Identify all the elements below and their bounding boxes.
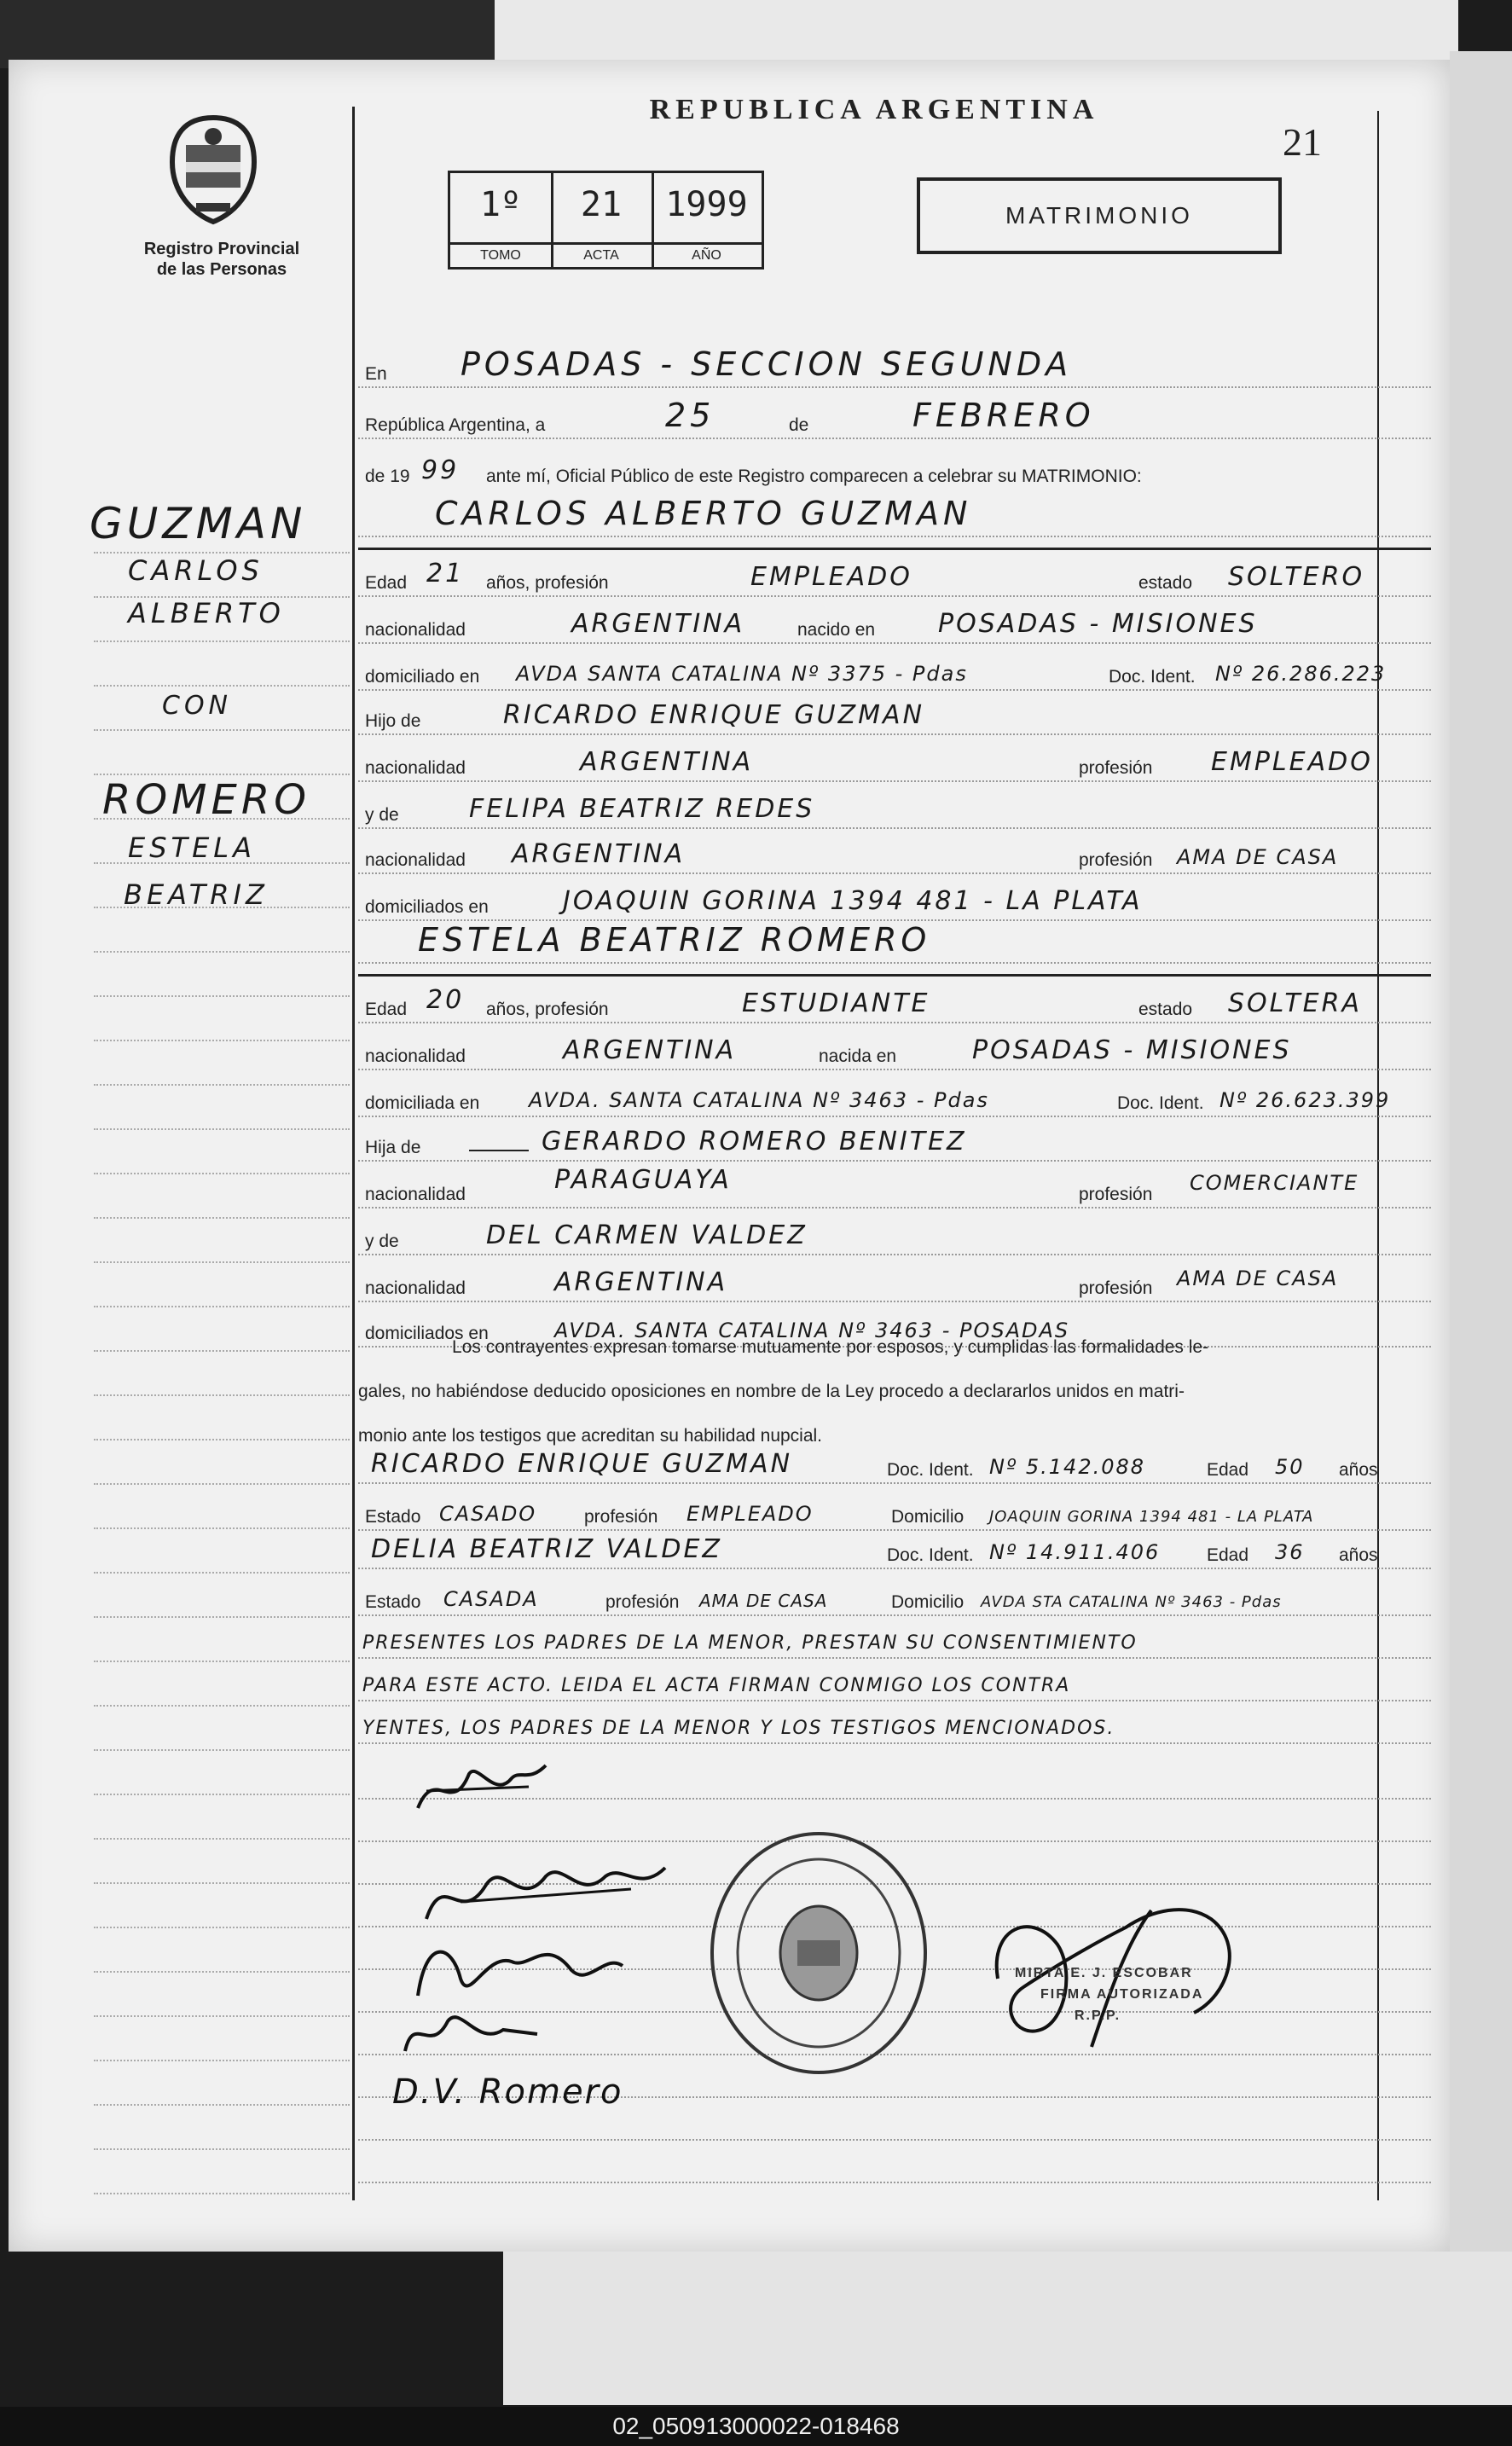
year-suffix-value: 99 xyxy=(421,455,460,485)
profesion-label: profesión xyxy=(1079,758,1153,778)
year-prefix: de 19 xyxy=(365,467,410,486)
witness1-address: JOAQUIN GORINA 1394 481 - LA PLATA xyxy=(989,1508,1314,1526)
row-groom-mother xyxy=(358,786,1431,834)
background-sheet-bottom xyxy=(503,2252,1512,2405)
nacionalidad-label: nacionalidad xyxy=(365,1185,466,1204)
registry-label xyxy=(94,239,350,280)
anio-cell xyxy=(652,173,762,267)
nacionalidad-label: nacionalidad xyxy=(365,1046,466,1066)
bride-birthplace: POSADAS - MISIONES xyxy=(972,1035,1292,1065)
margin-ruled-line xyxy=(94,1171,350,1174)
profesion-label: profesión xyxy=(605,1592,680,1612)
margin-ruled-line xyxy=(94,1481,350,1485)
margin-groom-surname: GUZMAN xyxy=(90,499,307,548)
margin-ruled-line xyxy=(94,1260,350,1263)
tomo-label: TOMO xyxy=(450,242,551,267)
groom-father: RICARDO ENRIQUE GUZMAN xyxy=(503,700,925,730)
bride-profession: ESTUDIANTE xyxy=(742,988,930,1018)
row-groom-father-nat xyxy=(358,739,1431,787)
margin-ruled-line xyxy=(94,1304,350,1307)
estado-label: estado xyxy=(1138,1000,1193,1019)
anos-label: años xyxy=(1339,1545,1378,1565)
profesion-label: profesión xyxy=(1079,1278,1153,1298)
row-groom-age xyxy=(358,554,1431,602)
groom-parents-address: JOAQUIN GORINA 1394 481 - LA PLATA xyxy=(563,886,1143,916)
groom-mother-profession: AMA DE CASA xyxy=(1177,845,1339,869)
bride-full-name: ESTELA BEATRIZ ROMERO xyxy=(418,921,931,959)
margin-ruled-line xyxy=(94,2147,350,2150)
bride-father: GERARDO ROMERO BENITEZ xyxy=(542,1127,967,1156)
witness2-doc: Nº 14.911.406 xyxy=(989,1540,1161,1564)
margin-ruled-line xyxy=(94,994,350,997)
estado-label: Estado xyxy=(365,1592,421,1612)
nacida-label: nacida en xyxy=(819,1046,897,1066)
groom-mother: FELIPA BEATRIZ REDES xyxy=(469,794,815,824)
margin-con: CON xyxy=(162,691,233,721)
witness1-age: 50 xyxy=(1275,1455,1305,1479)
month-value: FEBRERO xyxy=(912,397,1095,434)
declaration-line-1: Los contrayentes expresan tomarse mutuamente por esposos, y cumplidas las formalidades le- xyxy=(452,1337,1209,1357)
bride-civil-status: SOLTERA xyxy=(1228,988,1362,1018)
section-divider xyxy=(358,974,1431,977)
bride-mother-nationality: ARGENTINA xyxy=(554,1267,728,1297)
hija-label: Hija de xyxy=(365,1138,421,1157)
margin-groom-name2: ALBERTO xyxy=(128,597,285,629)
bride-address: AVDA. SANTA CATALINA Nº 3463 - Pdas xyxy=(529,1088,989,1112)
groom-doc: Nº 26.286.223 xyxy=(1215,662,1387,686)
signature-1 xyxy=(401,1757,554,1825)
margin-ruled-line xyxy=(94,727,350,731)
profesion-label: profesión xyxy=(1079,1185,1153,1204)
row-bride-nationality xyxy=(358,1028,1431,1075)
nacido-label: nacido en xyxy=(797,620,876,640)
margin-ruled-line xyxy=(94,1748,350,1751)
edad-label: Edad xyxy=(365,1000,408,1019)
de-label: de xyxy=(789,415,809,435)
act-id-box xyxy=(448,171,764,270)
margin-ruled-line xyxy=(94,1570,350,1574)
edad-label: Edad xyxy=(1207,1545,1249,1565)
bride-mother-profession: AMA DE CASA xyxy=(1177,1266,1339,1290)
country-title: REPUBLICA ARGENTINA xyxy=(649,94,1099,125)
acta-cell xyxy=(551,173,654,267)
declaration-line-2: gales, no habiéndose deducido oposiciones en nombre de la Ley procedo a declararlos unidos en matri- xyxy=(358,1382,1185,1401)
background-sheet-right xyxy=(1450,51,1512,2303)
row-witness2-details xyxy=(358,1574,1431,1621)
domiciliados-label: domiciliados en xyxy=(365,897,489,917)
edad-label: Edad xyxy=(365,573,408,593)
margin-ruled-line xyxy=(94,1393,350,1396)
groom-age: 21 xyxy=(426,559,465,588)
groom-father-nationality: ARGENTINA xyxy=(580,747,754,777)
margin-divider-line xyxy=(352,107,355,2200)
hijo-label: Hijo de xyxy=(365,711,421,731)
notes-line-2: PARA ESTE ACTO. LEIDA EL ACTA FIRMAN CONMIGO LOS CONTRA xyxy=(362,1675,1071,1696)
margin-ruled-line xyxy=(94,1038,350,1041)
row-notes-2 xyxy=(358,1659,1431,1707)
margin-ruled-line xyxy=(94,1792,350,1795)
doc-ident-label: Doc. Ident. xyxy=(887,1545,974,1565)
margin-ruled-line xyxy=(94,949,350,953)
witness2-name: DELIA BEATRIZ VALDEZ xyxy=(371,1534,722,1564)
row-groom-father xyxy=(358,693,1431,740)
witness2-age: 36 xyxy=(1275,1540,1305,1564)
profesion-label: profesión xyxy=(584,1507,658,1527)
nacionalidad-label: nacionalidad xyxy=(365,758,466,778)
witness1-profession: EMPLEADO xyxy=(686,1502,814,1526)
section-divider xyxy=(358,548,1431,550)
edad-label: Edad xyxy=(1207,1460,1249,1480)
row-witness2-name xyxy=(358,1527,1431,1574)
domiciliado-label: domiciliado en xyxy=(365,667,480,687)
tomo-value: 1º xyxy=(479,185,522,224)
groom-father-profession: EMPLEADO xyxy=(1211,747,1373,777)
margin-ruled-line xyxy=(94,2191,350,2194)
groom-nationality: ARGENTINA xyxy=(571,609,745,639)
row-bride-age xyxy=(358,981,1431,1029)
anio-value: 1999 xyxy=(665,185,748,224)
day-value: 25 xyxy=(665,397,715,434)
registry-label-line2: de las Personas xyxy=(156,260,287,279)
margin-ruled-line xyxy=(94,1659,350,1662)
nacionalidad-label: nacionalidad xyxy=(365,620,466,640)
row-bride-father xyxy=(358,1119,1431,1167)
nacionalidad-label: nacionalidad xyxy=(365,850,466,870)
page-number: 21 xyxy=(1283,120,1322,164)
margin-ruled-line xyxy=(94,1348,350,1352)
row-bride-mother-nat xyxy=(358,1260,1431,1307)
margin-bride-name2: BEATRIZ xyxy=(124,878,269,911)
notes-line-3: YENTES, LOS PADRES DE LA MENOR Y LOS TESTIGOS MENCIONADOS. xyxy=(362,1718,1115,1739)
place-value: POSADAS - SECCION SEGUNDA xyxy=(461,345,1073,383)
margin-ruled-line xyxy=(94,772,350,775)
nacionalidad-label: nacionalidad xyxy=(365,1278,466,1298)
row-bride-father-nat xyxy=(358,1166,1431,1214)
margin-ruled-line xyxy=(94,1881,350,1884)
signature-line xyxy=(358,2141,1431,2188)
margin-ruled-line xyxy=(94,2014,350,2017)
groom-address: AVDA SANTA CATALINA Nº 3375 - Pdas xyxy=(516,662,968,686)
statement-text: ante mí, Oficial Público de este Registro comparecen a celebrar su MATRIMONIO: xyxy=(486,467,1142,486)
domicilio-label: Domicilio xyxy=(891,1507,965,1527)
republic-label: República Argentina, a xyxy=(365,415,546,435)
groom-birthplace: POSADAS - MISIONES xyxy=(938,609,1258,639)
margin-groom-name1: CARLOS xyxy=(128,554,264,587)
margin-ruled-line xyxy=(94,1703,350,1707)
domiciliada-label: domiciliada en xyxy=(365,1093,480,1113)
groom-full-name: CARLOS ALBERTO GUZMAN xyxy=(435,495,972,532)
row-place xyxy=(358,345,1431,393)
domicilio-label: Domicilio xyxy=(891,1592,965,1612)
y-de-label: y de xyxy=(365,805,399,825)
row-date xyxy=(358,397,1431,444)
row-groom-name xyxy=(358,495,1431,542)
row-statement xyxy=(358,448,1431,496)
bride-nationality: ARGENTINA xyxy=(563,1035,737,1065)
margin-ruled-line xyxy=(94,683,350,687)
margin-ruled-line xyxy=(94,905,350,908)
witness2-status: CASADA xyxy=(443,1587,539,1611)
groom-mother-nationality: ARGENTINA xyxy=(512,839,686,869)
groom-profession: EMPLEADO xyxy=(750,562,912,592)
declaration-line-3: monio ante los testigos que acreditan su habilidad nupcial. xyxy=(358,1426,823,1446)
act-type-box: MATRIMONIO xyxy=(917,177,1282,254)
margin-ruled-line xyxy=(94,1925,350,1928)
en-label: En xyxy=(365,364,387,384)
coat-of-arms-emblem xyxy=(162,111,264,230)
margin-ruled-line xyxy=(94,550,350,554)
margin-ruled-line xyxy=(94,2102,350,2106)
margin-bride-surname: ROMERO xyxy=(102,776,311,824)
margin-ruled-line xyxy=(94,816,350,820)
margin-bride-name1: ESTELA xyxy=(128,832,257,864)
row-bride-name xyxy=(358,921,1431,969)
bride-father-nationality: PARAGUAYA xyxy=(554,1165,732,1195)
anio-label: AÑO xyxy=(652,242,762,267)
profesion-label: profesión xyxy=(1079,850,1153,870)
signature-4 xyxy=(392,2004,546,2064)
bride-parents-address: AVDA. SANTA CATALINA Nº 3463 - POSADAS xyxy=(554,1319,1070,1342)
anos-label: años xyxy=(1339,1460,1378,1480)
anos-profesion-label: años, profesión xyxy=(486,1000,609,1019)
acta-label: ACTA xyxy=(551,242,652,267)
row-notes-1 xyxy=(358,1616,1431,1664)
stamp-office: R.P.P. xyxy=(1075,2008,1121,2023)
estado-label: estado xyxy=(1138,573,1193,593)
bride-doc: Nº 26.623.399 xyxy=(1219,1088,1391,1112)
registry-label-line1: Registro Provincial xyxy=(143,240,300,258)
background-sheet-top xyxy=(495,0,1458,68)
signature-5: D.V. Romero xyxy=(392,2072,623,2112)
bride-father-profession: COMERCIANTE xyxy=(1190,1171,1359,1195)
witness1-status: CASADO xyxy=(439,1502,537,1526)
margin-ruled-line xyxy=(94,594,350,598)
row-groom-mother-nat xyxy=(358,832,1431,879)
domiciliados-label: domiciliados en xyxy=(365,1324,489,1343)
y-de-label: y de xyxy=(365,1232,399,1251)
row-witness1-name xyxy=(358,1441,1431,1489)
row-bride-address xyxy=(358,1075,1431,1122)
margin-ruled-line xyxy=(94,1526,350,1529)
background-dark-top xyxy=(0,0,495,68)
notes-line-1: PRESENTES LOS PADRES DE LA MENOR, PRESTAN SU CONSENTIMIENTO xyxy=(362,1632,1138,1654)
estado-label: Estado xyxy=(365,1507,421,1527)
margin-ruled-line xyxy=(94,861,350,864)
stamp-title: FIRMA AUTORIZADA xyxy=(1040,1987,1204,2002)
margin-ruled-line xyxy=(94,2058,350,2061)
acta-value: 21 xyxy=(580,185,623,224)
witness2-profession: AMA DE CASA xyxy=(699,1591,828,1611)
bride-mother: DEL CARMEN VALDEZ xyxy=(486,1220,808,1250)
doc-ident-label: Doc. Ident. xyxy=(1117,1093,1204,1113)
margin-ruled-line xyxy=(94,1082,350,1086)
witness1-name: RICARDO ENRIQUE GUZMAN xyxy=(371,1449,793,1479)
witness2-address: AVDA STA CATALINA Nº 3463 - Pdas xyxy=(981,1593,1282,1611)
doc-ident-label: Doc. Ident. xyxy=(1109,667,1196,687)
margin-ruled-line xyxy=(94,1614,350,1618)
witness1-doc: Nº 5.142.088 xyxy=(989,1455,1146,1479)
margin-ruled-line xyxy=(94,1836,350,1840)
stamp-name: MIRTA E. J. ESCOBAR xyxy=(1015,1966,1193,1980)
row-bride-mother xyxy=(358,1213,1431,1261)
anos-profesion-label: años, profesión xyxy=(486,573,609,593)
row-groom-nationality xyxy=(358,601,1431,649)
margin-ruled-line xyxy=(94,1215,350,1219)
row-groom-parents-address xyxy=(358,878,1431,926)
signature-3 xyxy=(401,1919,640,2013)
tomo-cell xyxy=(450,173,553,267)
doc-ident-label: Doc. Ident. xyxy=(887,1460,974,1480)
margin-ruled-line xyxy=(94,639,350,642)
row-groom-address xyxy=(358,648,1431,696)
margin-ruled-line xyxy=(94,1127,350,1130)
document-code: 02_050913000022-018468 xyxy=(0,2407,1512,2446)
margin-ruled-line xyxy=(94,1969,350,1973)
official-seal-icon xyxy=(699,1825,938,2081)
bride-age: 20 xyxy=(426,985,465,1015)
row-notes-3 xyxy=(358,1701,1431,1749)
groom-civil-status: SOLTERO xyxy=(1228,562,1365,592)
margin-ruled-line xyxy=(94,1437,350,1440)
